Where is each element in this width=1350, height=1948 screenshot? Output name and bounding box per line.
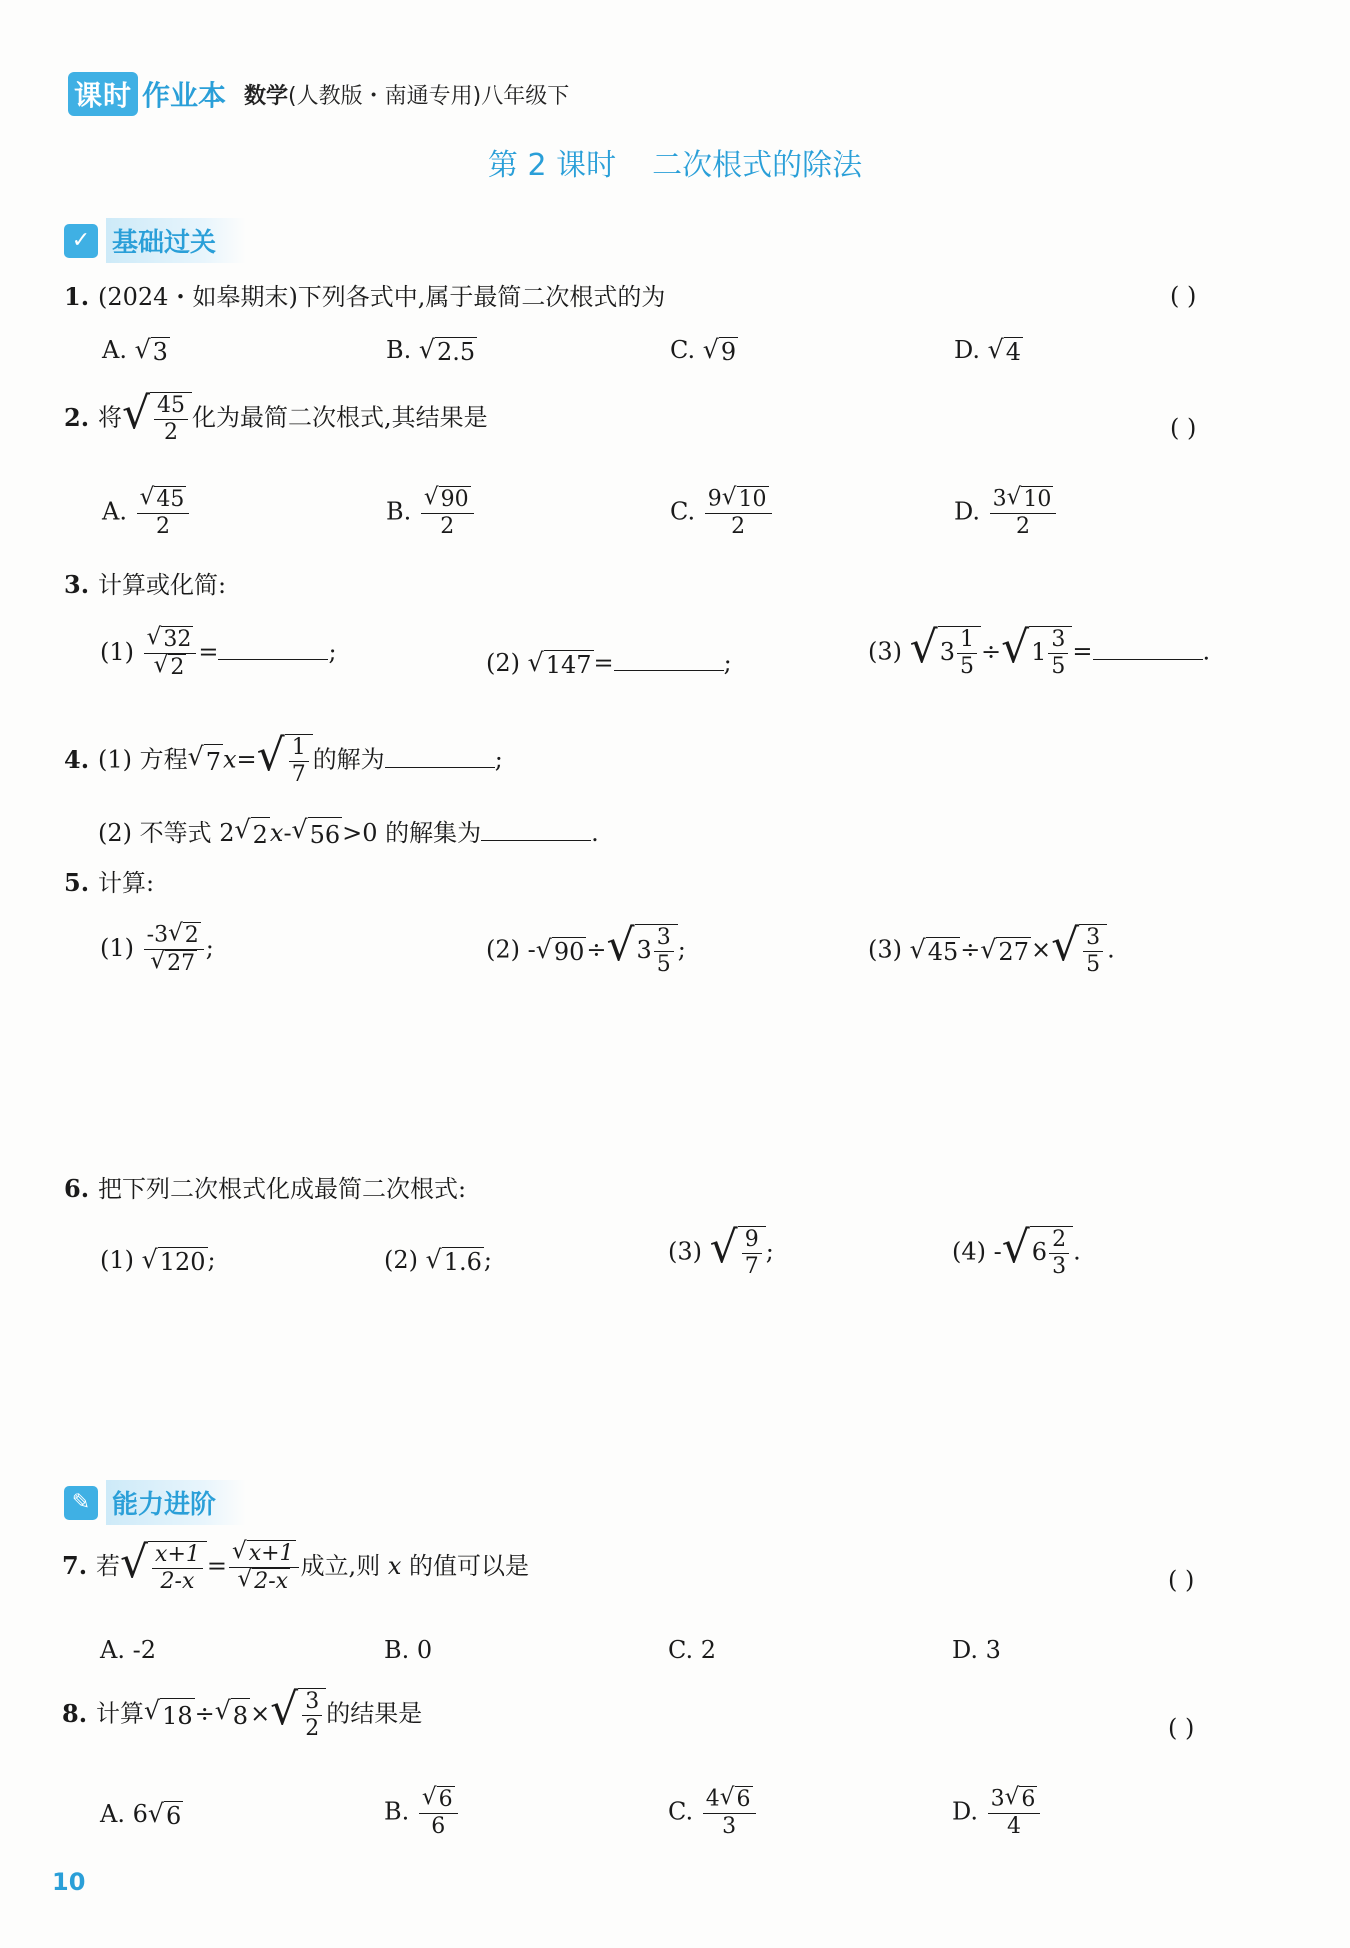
question-4-part-2: (2) 不等式 2 √ 2 x- √ 56 >0 的解集为 .: [98, 816, 599, 852]
logo-mark: 课时: [68, 72, 138, 116]
q3-number: 3.: [64, 570, 90, 599]
q4-number: 4.: [64, 744, 90, 774]
q1-option-b: B. √ 2.5: [386, 335, 476, 366]
q3-text: 计算或化简:: [98, 571, 227, 599]
question-3: [64, 568, 226, 602]
q3-3-blank[interactable]: [1093, 637, 1203, 660]
lesson-title: [0, 140, 1350, 184]
question-5: [64, 866, 154, 900]
q5-part-2: (2) - √ 90 ÷ √ 3 $\frac{3}{5}$ ;: [486, 920, 686, 977]
logo-text: 作业本: [142, 79, 227, 112]
header-logo: [68, 72, 569, 116]
q1-option-a: A. √ 3: [102, 335, 168, 366]
q3-part-1: (1) √ 32 √ 2 = ;: [100, 624, 337, 680]
q8-answer-paren: ( ): [1168, 1714, 1195, 1742]
q5-part-3: (3) √ 45 ÷ √ 27 × √ $\frac{3}{5}$ .: [868, 920, 1115, 977]
q2-option-b: B. √ 90 2: [386, 486, 476, 540]
q8-option-c: C. 4 √ 6 3: [668, 1786, 758, 1840]
subject-line: 数学(人教版・南通专用)八年级下: [244, 83, 570, 109]
q7-option-d: D. 3: [952, 1636, 1001, 1664]
section-basic-header: [64, 218, 246, 263]
page-number: 10: [52, 1868, 86, 1896]
q1-number: 1.: [64, 282, 90, 311]
q8-option-d: D. 3 √ 6 4: [952, 1786, 1042, 1840]
q8-number: 8.: [62, 1698, 88, 1728]
q2-answer-paren: ( ): [1170, 414, 1197, 442]
pencil-icon: ✎: [64, 1486, 98, 1520]
q8-option-a: A. 6 √ 6: [100, 1799, 182, 1830]
q2-option-d: D. 3 √ 10 2: [954, 486, 1058, 540]
section-advanced-header: [64, 1480, 246, 1525]
q7-option-c: C. 2: [668, 1636, 717, 1664]
q6-part-4: (4) - √ 6 $\frac{2}{3}$ .: [952, 1222, 1081, 1279]
section-advanced-label: 能力进阶: [106, 1480, 246, 1525]
q4-2-blank[interactable]: [481, 818, 591, 841]
q7-answer-paren: ( ): [1168, 1566, 1195, 1594]
q5-part-1: (1) -3 √ 2 √ 27 ;: [100, 920, 214, 976]
question-1: [64, 280, 665, 314]
q1-answer-paren: ( ): [1170, 282, 1197, 310]
q6-number: 6.: [64, 1174, 90, 1203]
q5-text: 计算:: [98, 869, 155, 897]
q2-number: 2.: [64, 402, 90, 432]
lesson-topic: 二次根式的除法: [652, 148, 863, 183]
q6-part-3: (3) √ $\frac{9}{7}$ ;: [668, 1222, 774, 1279]
q3-part-3: (3) √ 3 $\frac{1}{5}$ ÷ √ 1 $\frac{3}{5}$ = .: [868, 622, 1211, 679]
q7-option-a: A. -2: [100, 1636, 156, 1664]
q3-1-blank[interactable]: [218, 637, 328, 660]
q6-part-1: (1) √ 120 ;: [100, 1245, 216, 1276]
q1-option-c: C. √ 9: [670, 335, 737, 366]
question-2: 2. 将 √ $\frac{45}{2}$ 化为最简二次根式,其结果是: [64, 388, 488, 445]
q6-text: 把下列二次根式化成最简二次根式:: [98, 1175, 467, 1203]
q8-option-b: B. √ 6 6: [384, 1786, 460, 1840]
q2-option-a: A. √ 45 2: [102, 486, 191, 540]
q5-number: 5.: [64, 868, 90, 897]
question-7: 7. 若 √ $\frac{x+1}{2-x}$ = √ x+1 √ 2-x 成立,则 x 的值可以是: [62, 1536, 530, 1594]
q3-part-2: (2) √ 147 = ;: [486, 648, 732, 679]
q3-2-blank[interactable]: [614, 648, 724, 671]
q6-part-2: (2) √ 1.6 ;: [384, 1245, 492, 1276]
lesson-number: 第 2 课时: [487, 148, 617, 183]
q1-text: (2024・如皋期末)下列各式中,属于最简二次根式的为: [98, 283, 666, 311]
q7-number: 7.: [62, 1551, 88, 1580]
q1-option-d: D. √ 4: [954, 335, 1021, 366]
section-basic-label: 基础过关: [106, 218, 246, 263]
check-icon: ✓: [64, 224, 98, 258]
q4-1-blank[interactable]: [385, 745, 495, 768]
q7-option-b: B. 0: [384, 1636, 433, 1664]
question-4-part-1: 4. (1) 方程 √ 7 x= √ $\frac{1}{7}$ 的解为 ;: [64, 730, 503, 787]
question-8: 8. 计算 √ 18 ÷ √ 8 × √ $\frac{3}{2}$ 的结果是: [62, 1684, 423, 1741]
question-6: [64, 1172, 466, 1206]
q2-option-c: C. 9 √ 10 2: [670, 486, 774, 540]
q2-text: 化为最简二次根式,其结果是: [192, 403, 488, 432]
